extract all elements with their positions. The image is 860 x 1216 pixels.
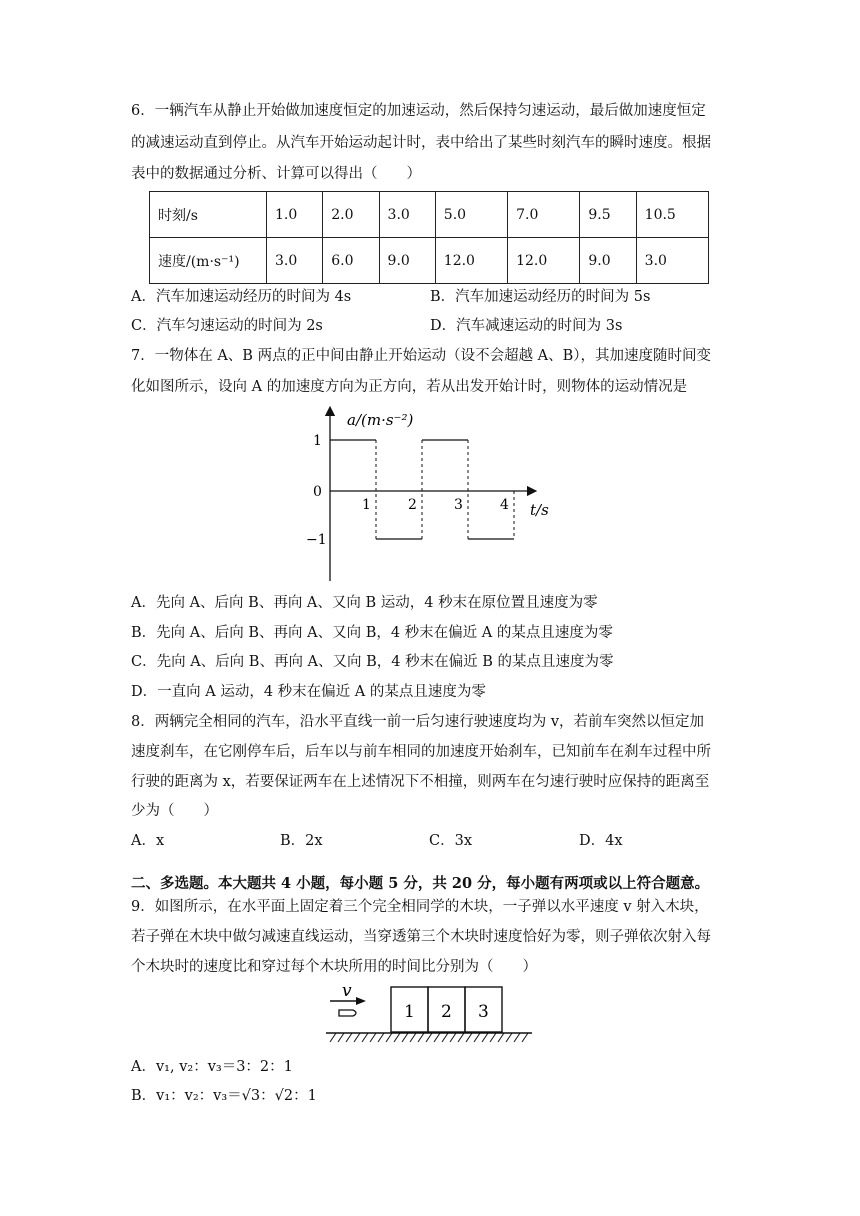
q7-line2: 化如图所示，设向 A 的加速度方向为正方向，若从出发开始计时，则物体的运动情况是 [131,379,688,395]
q6-line3: 表中的数据通过分析、计算可以得出（ ） [131,166,421,182]
q6-line1: 6．一辆汽车从静止开始做加速度恒定的加速运动，然后保持匀速运动，最后做加速度恒定 [131,103,706,119]
q8-option-b: B．2x [280,833,323,849]
block-label: 2 [441,1002,452,1022]
q9-option-b: B．v₁：v₂：v₃＝√3：√2：1 [131,1088,317,1104]
speed-label: 速度/(m·s⁻¹) [150,238,267,284]
q7-line1: 7．一物体在 A、B 两点的正中间由静止开始运动（设不会超越 A、B），其加速度随时间变 [131,348,712,364]
speed-cell: 9.0 [379,238,435,284]
speed-cell: 12.0 [435,238,507,284]
time-label: 时刻/s [150,192,267,238]
speed-cell: 6.0 [323,238,379,284]
q6-option-b: B．汽车加速运动经历的时间为 5s [430,289,651,305]
q7-option-b: B．先向 A、后向 B、再向 A、又向 B，4 秒末在偏近 A 的某点且速度为零 [131,625,613,641]
time-cell: 5.0 [435,192,507,238]
x-tick-label: 4 [500,497,509,513]
q8-line1: 8．两辆完全相同的汽车，沿水平直线一前一后匀速行驶速度均为 v，若前车突然以恒定加 [131,714,705,730]
q9-bullet-figure [322,979,537,1049]
y-tick-label: −1 [306,532,327,548]
q9-line1: 9．如图所示，在水平面上固定着三个完全相同学的木块，一子弹以水平速度 v 射入木块， [131,899,709,915]
q7-option-d: D．一直向 A 运动，4 秒末在偏近 A 的某点且速度为零 [131,684,486,700]
velocity-arrowhead [356,997,366,1005]
q7-option-c: C．先向 A、后向 B、再向 A、又向 B，4 秒末在偏近 B 的某点且速度为零 [131,654,614,670]
time-cell: 7.0 [508,192,580,238]
table-row-speed [150,238,709,284]
q8-line3: 行驶的距离为 x，若要保证两车在上述情况下不相撞，则两车在匀速行驶时应保持的距离至 [131,774,710,790]
speed-cell: 9.0 [580,238,636,284]
q6-data-table [149,191,709,284]
q6-line2: 的减速运动直到停止。从汽车开始运动起计时，表中给出了某些时刻汽车的瞬时速度。根据 [131,135,711,151]
q9-line2: 若子弹在木块中做匀减速直线运动，当穿透第三个木块时速度恰好为零，则子弹依次射入每 [131,929,711,945]
q6-option-c: C．汽车匀速运动的时间为 2s [131,318,323,334]
speed-cell: 12.0 [508,238,580,284]
ground-hatching [330,1033,528,1042]
q6-option-d: D．汽车减速运动的时间为 3s [430,318,623,334]
q7-acceleration-graph [300,403,560,588]
q8-option-c: C．3x [429,833,472,849]
block-label: 1 [404,1002,415,1022]
y-tick-label: 1 [313,433,322,449]
table-row-time [150,192,709,238]
q6-option-a: A．汽车加速运动经历的时间为 4s [131,289,352,305]
q9-option-a: A．v₁, v₂：v₃＝3：2：1 [131,1059,293,1075]
time-cell: 1.0 [267,192,323,238]
speed-cell: 3.0 [636,238,708,284]
y-tick-label: 0 [313,484,322,500]
q9-line3: 个木块时的速度比和穿过每个木块所用的时间比分别为（ ） [131,959,537,975]
y-axis-label: a/(m·s⁻²) [347,411,414,429]
speed-cell: 3.0 [267,238,323,284]
x-tick-label: 3 [454,497,463,513]
time-cell: 10.5 [636,192,708,238]
q8-line4: 少为（ ） [131,803,218,819]
time-cell: 3.0 [379,192,435,238]
q8-option-d: D．4x [579,833,623,849]
q8-option-a: A．x [131,833,165,849]
velocity-label: v [342,981,352,1001]
q7-option-a: A．先向 A、后向 B、再向 A、又向 B 运动，4 秒末在原位置且速度为零 [131,595,598,611]
bullet-icon [339,1010,356,1016]
block-label: 3 [478,1002,489,1022]
time-cell: 9.5 [580,192,636,238]
x-tick-label: 2 [408,497,417,513]
x-axis-label: t/s [530,501,549,519]
section-heading: 二、多选题。本大题共 4 小题，每小题 5 分，共 20 分，每小题有两项或以上符合题意。 [131,875,710,892]
q8-line2: 速度刹车，在它刚停车后，后车以与前车相同的加速度开始刹车，已知前车在刹车过程中所 [131,744,711,760]
time-cell: 2.0 [323,192,379,238]
x-tick-label: 1 [362,497,371,513]
